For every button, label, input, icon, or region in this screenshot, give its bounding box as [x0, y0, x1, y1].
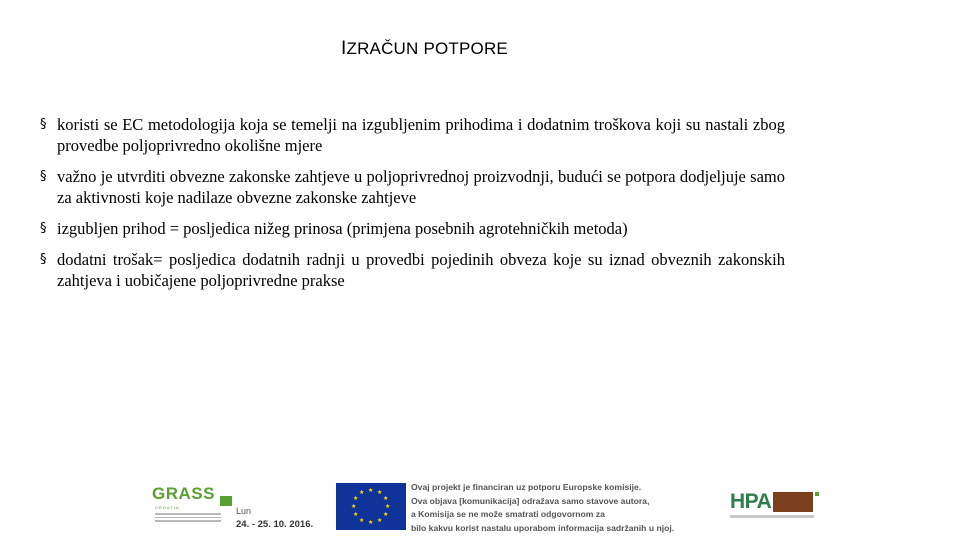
grass-logo-subtitle: CROATIA: [155, 505, 180, 510]
eu-disclaimer-line: bilo kakvu korist nastalu uporabom informacija sadržanih u njoj.: [411, 522, 675, 533]
footer: [0, 478, 960, 540]
hpa-logo-name: HPA: [730, 490, 772, 513]
event-date: 24. - 25. 10. 2016.: [236, 519, 314, 530]
page-title: [341, 38, 508, 60]
title-rest: ZRAČUN POTPORE: [346, 39, 508, 58]
title-first-letter: I: [341, 38, 347, 59]
eu-disclaimer-line: Ovaj projekt je financiran uz potporu Europske komisije.: [411, 482, 642, 492]
bullet-marker-icon: §: [40, 252, 47, 267]
bullet-item: [40, 249, 785, 291]
hpa-logo: [730, 490, 822, 532]
bullet-text: izgubljen prihod = posljedica nižeg prinosa (primjena posebnih agrotehničkih metoda): [57, 219, 628, 238]
eu-disclaimer-line: Ova objava [komunikacija] odražava samo stavove autora,: [411, 495, 650, 506]
bullet-text: koristi se EC metodologija koja se temelji na izgubljenim prihodima i dodatnim troškova koji su nastali zbog provedbe poljoprivredno okolišne mjere: [57, 115, 785, 155]
bullet-item: [40, 218, 785, 239]
bullet-item: [40, 166, 785, 208]
eu-disclaimer-line: a Komisija se ne može smatrati odgovornom za: [411, 509, 605, 519]
bullet-marker-icon: §: [40, 169, 47, 184]
grass-logo: [152, 484, 234, 532]
grass-logo-lines: [155, 513, 221, 524]
hpa-logo-block: [773, 492, 813, 512]
hpa-logo-subtitle-bar: [730, 515, 814, 518]
bullet-marker-icon: §: [40, 221, 47, 236]
bullet-text: dodatni trošak= posljedica dodatnih radnji u provedbi pojedinih obveza koje su iznad obveznih zakonskih zahtjeva i uobičajene poljoprivredne prakse: [57, 250, 785, 290]
eu-flag-icon: ★ ★ ★ ★ ★ ★ ★ ★ ★ ★ ★ ★: [336, 483, 406, 530]
bullet-marker-icon: §: [40, 117, 47, 132]
bullet-text: važno je utvrditi obvezne zakonske zahtjeve u poljoprivrednoj proizvodnji, budući se potpora dodjeljuje samo za aktivnosti koje nadilaze obvezne zakonske zahtjeve: [57, 167, 785, 207]
event-location: Lun: [236, 506, 252, 516]
grass-logo-name: GRASS: [152, 484, 215, 503]
grass-logo-block: [220, 496, 232, 506]
eu-disclaimer: [411, 481, 674, 535]
bullet-list: [40, 114, 785, 301]
bullet-item: [40, 114, 785, 156]
hpa-logo-dot: [815, 492, 819, 496]
